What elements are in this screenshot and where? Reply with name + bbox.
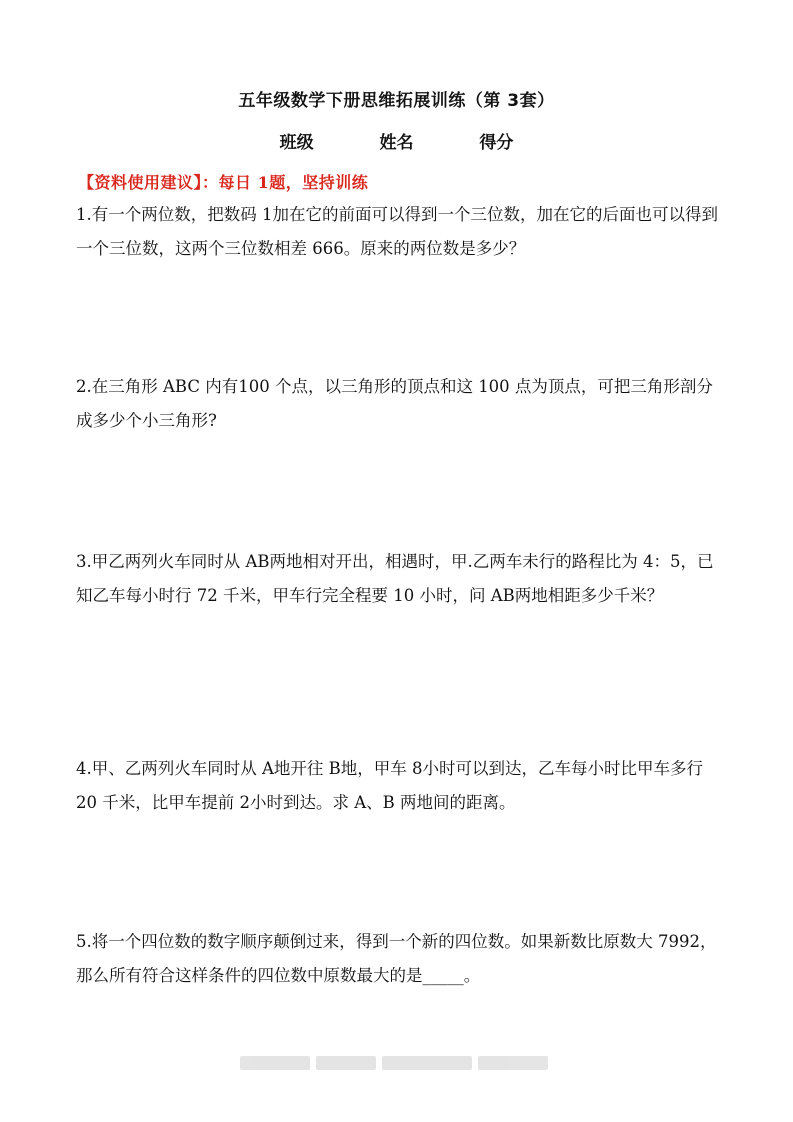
- question-4: 4.甲、乙两列火车同时从 A地开往 B地，甲车 8小时可以到达，乙车每小时比甲车多行 20 千米，比甲车提前 2小时到达。求 A、B 两地间的距离。: [76, 759, 704, 812]
- question-5: 5.将一个四位数的数字顺序颠倒过来，得到一个新的四位数。如果新数比原数大 7992，那么所有符合这样条件的四位数中原数最大的是_____。: [76, 932, 717, 985]
- blurred-footer-watermark: [240, 1056, 556, 1070]
- question-3: 3.甲乙两列火车同时从 AB两地相对开出，相遇时，甲.乙两车未行的路程比为 4：5，已知乙车每小时行 72 千米，甲车行完全程要 10 小时，问 AB两地相距多少千米？: [76, 552, 714, 605]
- student-info-row: [0, 128, 793, 153]
- page-title: 五年级数学下册思维拓展训练（第 3套）: [238, 91, 555, 111]
- score-label: 得分: [479, 133, 514, 153]
- question-2: 2.在三角形 ABC 内有100 个点，以三角形的顶点和这 100 点为顶点，可把三角形剖分成多少个小三角形?: [76, 377, 713, 430]
- name-label: 姓名: [379, 133, 414, 153]
- class-label: 班级: [279, 133, 314, 153]
- question-1: 1.有一个两位数，把数码 1加在它的前面可以得到一个三位数，加在它的后面也可以得到一个三位数，这两个三位数相差 666。原来的两位数是多少？: [76, 205, 718, 258]
- usage-advice: 【资料使用建议】：每日 1题，坚持训练: [78, 173, 369, 192]
